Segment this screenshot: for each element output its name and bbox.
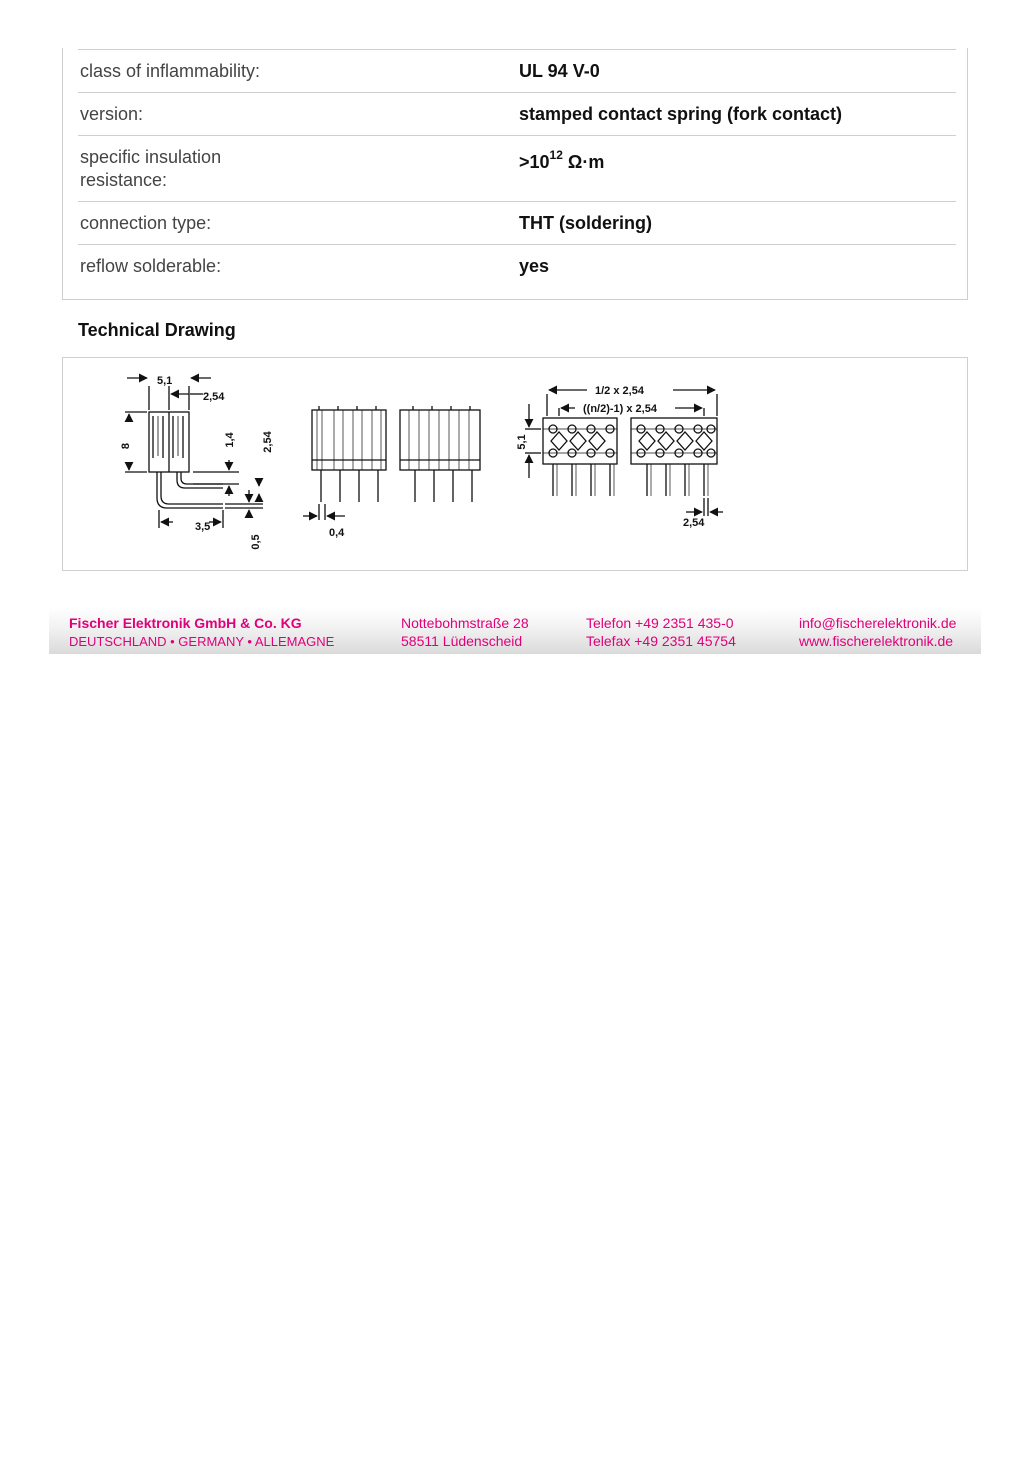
spec-label: class of inflammability: <box>80 61 261 81</box>
spec-label: version: <box>80 104 144 124</box>
dim-label: 2,54 <box>683 517 705 529</box>
footer-web-link[interactable]: www.fischerelektronik.de <box>799 633 954 649</box>
footer <box>49 608 981 654</box>
spec-row-connection <box>78 201 956 244</box>
dim-label: ((n/2)-1) x 2,54 <box>583 403 657 415</box>
front-view-body-left <box>312 410 386 470</box>
spec-label: reflow solderable: <box>80 256 222 276</box>
footer-company: Fischer Elektronik GmbH & Co. KG <box>69 615 302 631</box>
technical-drawing-svg <box>63 358 969 572</box>
dim-label: 2,54 <box>203 391 225 403</box>
dim-label: 5,1 <box>516 434 528 450</box>
dim-label: 2,54 <box>262 431 274 453</box>
spec-row-version <box>78 92 956 135</box>
spec-value <box>519 146 604 174</box>
value-exponent: 12 <box>549 148 563 162</box>
dim-label: 3,5 <box>195 521 211 533</box>
spec-table <box>62 48 968 300</box>
footer-phone: Telefon +49 2351 435-0 <box>586 615 734 631</box>
front-view-body-right <box>400 410 480 470</box>
spec-value: yes <box>519 256 550 276</box>
dim-label: 1,4 <box>224 432 236 448</box>
value-base: >10 <box>519 152 550 172</box>
footer-street: Nottebohmstraße 28 <box>401 615 529 631</box>
dim-label: 0,4 <box>329 527 345 539</box>
spec-label: specific insulation resistance: <box>80 147 222 190</box>
footer-email-link[interactable]: info@fischerelektronik.de <box>799 615 957 631</box>
footer-city: 58511 Lüdenscheid <box>401 633 523 649</box>
footer-fax: Telefax +49 2351 45754 <box>586 633 736 649</box>
value-unit: Ω·m <box>562 152 605 172</box>
technical-drawing <box>62 357 968 571</box>
dim-label: 0,5 <box>250 534 262 550</box>
spec-value: stamped contact spring (fork contact) <box>519 104 843 124</box>
spec-label: connection type: <box>80 213 212 233</box>
spec-row-insulation <box>78 135 956 201</box>
spec-value: UL 94 V-0 <box>519 61 600 81</box>
spec-row-reflow <box>78 244 956 299</box>
dim-label: 5,1 <box>157 375 173 387</box>
spec-value: THT (soldering) <box>519 213 652 233</box>
dim-label: 1/2 x 2,54 <box>595 385 644 397</box>
spec-row-inflammability <box>78 49 956 93</box>
dim-label: 8 <box>120 442 132 450</box>
footer-country: DEUTSCHLAND • GERMANY • ALLEMAGNE <box>69 634 335 649</box>
section-title: Technical Drawing <box>78 320 236 340</box>
